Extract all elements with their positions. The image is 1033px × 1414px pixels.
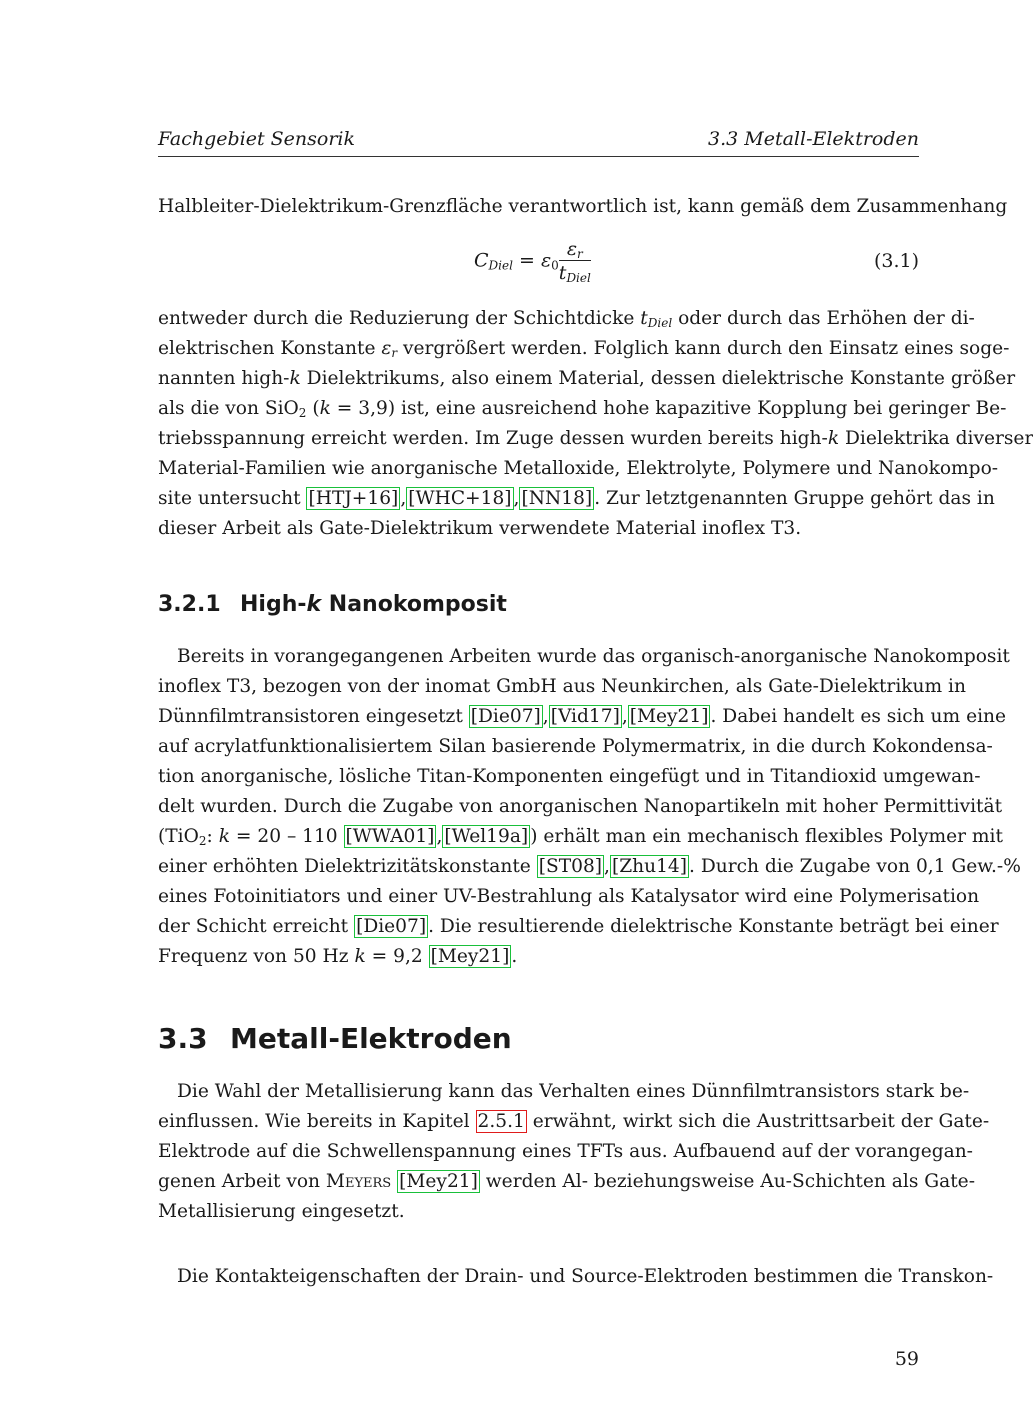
paragraph-line: triebsspannung erreicht werden. Im Zuge dessen wurden bereits high-k Dielektrika diverser (158, 428, 1033, 449)
paragraph-line: Bereits in vorangegangenen Arbeiten wurde das organisch-anorganische Nanokomposit (177, 646, 1010, 667)
citation-link[interactable]: [WWA01] (345, 826, 435, 847)
paragraph-line: delt wurden. Durch die Zugabe von anorganischen Nanopartikeln mit hoher Permittivität (158, 796, 1003, 817)
header-right: 3.3 Metall-Elektroden (708, 128, 919, 150)
page-number: 59 (894, 1348, 919, 1370)
paragraph-line: Halbleiter-Dielektrikum-Grenzfläche verantwortlich ist, kann gemäß dem Zusammenhang (158, 196, 1008, 217)
header-left: Fachgebiet Sensorik (158, 128, 356, 150)
paragraph-line: Dünnfilmtransistoren eingesetzt [Die07] , [Vid17] , [Mey21] . Dabei handelt es sich um eine (158, 706, 1007, 727)
equation-3-1: $C_{Diel} = \varepsilon_0$ $\frac{\varepsilon_r}{t_{Diel}}$ (474, 238, 591, 285)
paragraph-line: einer erhöhten Dielektrizitätskonstante [ST08] , [Zhu14] . Durch die Zugabe von 0,1 Gew.-% (158, 856, 1021, 877)
paragraph-line: eines Fotoinitiators und einer UV-Bestrahlung als Katalysator wird eine Polymerisation (158, 886, 980, 907)
paragraph-line: der Schicht erreicht [Die07] . Die resultierende dielektrische Konstante beträgt bei einer (158, 916, 999, 937)
citation-link[interactable]: [Mey21] (430, 946, 510, 967)
chapter-reference-link[interactable]: 2.5.1 (477, 1111, 525, 1132)
paragraph-line: tion anorganische, lösliche Titan-Komponenten eingefügt und in Titandioxid umgewan- (158, 766, 981, 787)
citation-link[interactable]: [WHC+18] (408, 488, 512, 509)
paragraph-line: inoflex T3, bezogen von der inomat GmbH aus Neunkirchen, als Gate-Dielektrikum in (158, 676, 966, 697)
equation-number: (3.1) (873, 250, 919, 272)
paragraph-line: Material-Familien wie anorganische Metalloxide, Elektrolyte, Polymere und Nanokompo- (158, 458, 999, 479)
citation-link[interactable]: [Zhu14] (611, 856, 688, 877)
paragraph-line: Metallisierung eingesetzt. (158, 1201, 405, 1222)
paragraph-line: als die von SiO$_2$ (k = 3,9) ist, eine ausreichend hohe kapazitive Kopplung bei geringer Be- (158, 398, 1007, 420)
paragraph-line: genen Arbeit von Meyers [Mey21] werden Al- beziehungsweise Au-Schichten als Gate- (158, 1171, 975, 1192)
running-header (158, 128, 919, 157)
paragraph-line: Frequenz von 50 Hz k = 9,2 [Mey21] . (158, 946, 518, 967)
paragraph-line: dieser Arbeit als Gate-Dielektrikum verwendete Material inoflex T3. (158, 518, 802, 539)
citation-link[interactable]: [Die07] (470, 706, 541, 727)
paragraph-line: Die Kontakteigenschaften der Drain- und Source-Elektroden bestimmen die Transkon- (177, 1266, 994, 1287)
paragraph-line: Elektrode auf die Schwellenspannung eines TFTs aus. Aufbauend auf der vorangegan- (158, 1141, 973, 1162)
citation-link[interactable]: [Die07] (356, 916, 427, 937)
fraction: $\frac{\varepsilon_r}{t_{Diel}}$ (558, 238, 591, 285)
citation-link[interactable]: [ST08] (538, 856, 603, 877)
paragraph-line: elektrischen Konstante $\varepsilon_r$ vergrößert werden. Folglich kann durch den Einsatz eines soge- (158, 338, 1010, 360)
citation-link[interactable]: [Mey21] (399, 1171, 478, 1192)
citation-link[interactable]: [Vid17] (550, 706, 620, 727)
paper-page (158, 0, 1033, 1414)
paragraph-line: Die Wahl der Metallisierung kann das Verhalten eines Dünnfilmtransistors stark be- (177, 1081, 970, 1102)
citation-link[interactable]: [HTJ+16] (308, 488, 399, 509)
citation-link[interactable]: [NN18] (521, 488, 593, 509)
citation-link[interactable]: [Wel19a] (444, 826, 529, 847)
subsection-heading: 3.2.1 High-k Nanokomposit (158, 592, 507, 617)
section-heading: 3.3 Metall-Elektroden (158, 1022, 512, 1055)
paragraph-line: (TiO$_2$: k = 20 – 110 [WWA01] , [Wel19a] ) erhält man ein mechanisch flexibles Polymer mit (158, 826, 1003, 848)
paragraph-line: nannten high-k Dielektrikums, also einem Material, dessen dielektrische Konstante größer (158, 368, 1016, 389)
paragraph-line: entweder durch die Reduzierung der Schichtdicke $t_{Diel}$ oder durch das Erhöhen der di- (158, 308, 975, 330)
paragraph-line: auf acrylatfunktionalisiertem Silan basierende Polymermatrix, in die durch Kokondensa- (158, 736, 993, 757)
paragraph-line: einflussen. Wie bereits in Kapitel 2.5.1 erwähnt, wirkt sich die Austrittsarbeit der Gate- (158, 1111, 990, 1132)
paragraph-line: site untersucht [HTJ+16] , [WHC+18] , [NN18] . Zur letztgenannten Gruppe gehört das in (158, 488, 995, 509)
citation-link[interactable]: [Mey21] (629, 706, 709, 727)
